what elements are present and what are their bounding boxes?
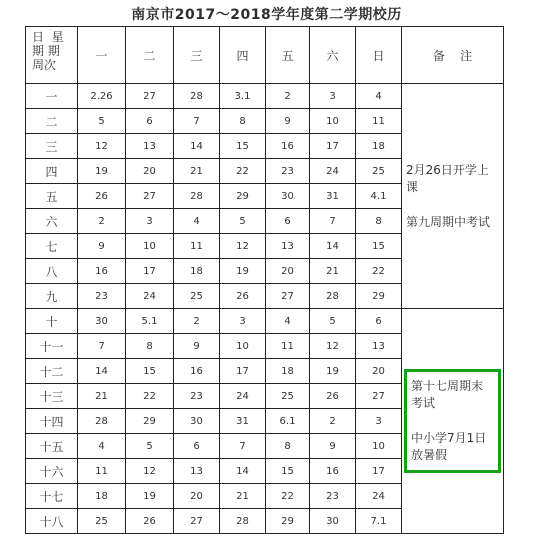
date-cell: 10 (126, 234, 174, 259)
date-cell: 29 (220, 184, 266, 209)
header-day-mon: 一 (78, 27, 126, 84)
date-cell: 4 (266, 309, 310, 334)
date-cell: 7 (220, 434, 266, 459)
date-cell: 11 (78, 459, 126, 484)
date-cell: 2 (310, 409, 356, 434)
note-midterm-exam: 第九周期中考试 (406, 214, 491, 229)
date-cell: 8 (220, 109, 266, 134)
date-cell: 12 (78, 134, 126, 159)
header-day-wed: 三 (174, 27, 220, 84)
date-cell: 30 (78, 309, 126, 334)
date-cell: 8 (126, 334, 174, 359)
date-cell: 16 (174, 359, 220, 384)
date-cell: 16 (310, 459, 356, 484)
week-number-cell: 十一 (26, 334, 78, 359)
date-cell: 25 (356, 159, 402, 184)
date-cell: 7.1 (356, 509, 402, 534)
date-cell: 28 (174, 184, 220, 209)
date-cell: 21 (310, 259, 356, 284)
date-cell: 22 (356, 259, 402, 284)
date-cell: 3 (356, 409, 402, 434)
date-cell: 10 (310, 109, 356, 134)
date-cell: 11 (356, 109, 402, 134)
date-cell: 26 (78, 184, 126, 209)
date-cell: 16 (266, 134, 310, 159)
date-cell: 30 (310, 509, 356, 534)
date-cell: 31 (310, 184, 356, 209)
date-cell: 12 (310, 334, 356, 359)
date-cell: 24 (126, 284, 174, 309)
page-title: 南京市2017～2018学年度第二学期校历 (131, 7, 402, 23)
date-cell: 3 (310, 84, 356, 109)
date-cell: 4 (356, 84, 402, 109)
date-cell: 3 (126, 209, 174, 234)
date-cell: 3.1 (220, 84, 266, 109)
date-cell: 14 (78, 359, 126, 384)
date-cell: 5 (126, 434, 174, 459)
date-cell: 24 (356, 484, 402, 509)
header-day-thu: 四 (220, 27, 266, 84)
week-number-cell: 十 (26, 309, 78, 334)
note-school-start: 2月26日开学上课 (406, 162, 489, 194)
header-day-sun: 日 (356, 27, 402, 84)
date-cell: 2 (78, 209, 126, 234)
week-number-cell: 十七 (26, 484, 78, 509)
date-cell: 24 (310, 159, 356, 184)
date-cell: 4 (78, 434, 126, 459)
school-calendar-table (25, 26, 504, 534)
date-cell: 16 (78, 259, 126, 284)
date-cell: 25 (266, 384, 310, 409)
date-cell: 5.1 (126, 309, 174, 334)
date-cell: 17 (356, 459, 402, 484)
calendar-body (26, 84, 504, 534)
week-number-cell: 九 (26, 284, 78, 309)
date-cell: 13 (356, 334, 402, 359)
date-cell: 27 (356, 384, 402, 409)
date-cell: 29 (356, 284, 402, 309)
date-cell: 14 (310, 234, 356, 259)
remarks-cell-second-half (402, 309, 504, 534)
date-cell: 20 (126, 159, 174, 184)
date-cell: 27 (126, 184, 174, 209)
date-cell: 17 (310, 134, 356, 159)
week-row (26, 309, 504, 334)
date-cell: 11 (266, 334, 310, 359)
date-cell: 6 (266, 209, 310, 234)
date-cell: 25 (78, 509, 126, 534)
week-number-cell: 八 (26, 259, 78, 284)
date-cell: 9 (266, 109, 310, 134)
week-number-cell: 三 (26, 134, 78, 159)
date-cell: 19 (126, 484, 174, 509)
date-cell: 29 (126, 409, 174, 434)
date-cell: 14 (220, 459, 266, 484)
date-cell: 18 (266, 359, 310, 384)
date-cell: 22 (126, 384, 174, 409)
date-cell: 2.26 (78, 84, 126, 109)
date-cell: 15 (220, 134, 266, 159)
date-cell: 29 (266, 509, 310, 534)
date-cell: 23 (310, 484, 356, 509)
week-number-cell: 二 (26, 109, 78, 134)
week-number-cell: 十八 (26, 509, 78, 534)
date-cell: 25 (174, 284, 220, 309)
date-cell: 28 (174, 84, 220, 109)
week-number-cell: 十四 (26, 409, 78, 434)
date-cell: 15 (356, 234, 402, 259)
date-cell: 23 (78, 284, 126, 309)
date-cell: 7 (174, 109, 220, 134)
week-number-cell: 十六 (26, 459, 78, 484)
date-cell: 13 (126, 134, 174, 159)
date-cell: 30 (174, 409, 220, 434)
date-cell: 2 (174, 309, 220, 334)
date-cell: 21 (174, 159, 220, 184)
date-cell: 15 (266, 459, 310, 484)
date-cell: 28 (78, 409, 126, 434)
date-cell: 28 (220, 509, 266, 534)
date-cell: 6.1 (266, 409, 310, 434)
date-cell: 19 (220, 259, 266, 284)
date-cell: 8 (356, 209, 402, 234)
date-cell: 6 (356, 309, 402, 334)
date-cell: 19 (310, 359, 356, 384)
date-cell: 15 (126, 359, 174, 384)
date-cell: 6 (174, 434, 220, 459)
header-day-fri: 五 (266, 27, 310, 84)
date-cell: 30 (266, 184, 310, 209)
date-cell: 23 (174, 384, 220, 409)
date-cell: 18 (356, 134, 402, 159)
highlight-box-final-exam (404, 369, 501, 473)
date-cell: 9 (310, 434, 356, 459)
date-cell: 7 (310, 209, 356, 234)
date-cell: 21 (78, 384, 126, 409)
date-cell: 7 (78, 334, 126, 359)
date-cell: 27 (126, 84, 174, 109)
date-cell: 20 (356, 359, 402, 384)
week-number-cell: 五 (26, 184, 78, 209)
header-row (26, 27, 504, 84)
date-cell: 17 (220, 359, 266, 384)
date-cell: 18 (78, 484, 126, 509)
date-cell: 5 (310, 309, 356, 334)
date-cell: 19 (78, 159, 126, 184)
date-cell: 20 (266, 259, 310, 284)
week-number-cell: 十三 (26, 384, 78, 409)
header-day-sat: 六 (310, 27, 356, 84)
date-cell: 4 (174, 209, 220, 234)
date-cell: 9 (174, 334, 220, 359)
date-cell: 5 (220, 209, 266, 234)
note-summer-break: 中小学7月1日放暑假 (411, 431, 487, 462)
date-cell: 13 (174, 459, 220, 484)
date-cell: 26 (310, 384, 356, 409)
week-number-cell: 十五 (26, 434, 78, 459)
date-cell: 10 (356, 434, 402, 459)
date-cell: 21 (220, 484, 266, 509)
date-cell: 13 (266, 234, 310, 259)
date-cell: 27 (174, 509, 220, 534)
date-cell: 2 (266, 84, 310, 109)
date-cell: 11 (174, 234, 220, 259)
week-number-cell: 十二 (26, 359, 78, 384)
header-day-tue: 二 (126, 27, 174, 84)
note-spacer (406, 196, 499, 214)
week-number-cell: 四 (26, 159, 78, 184)
date-cell: 18 (174, 259, 220, 284)
date-cell: 4.1 (356, 184, 402, 209)
date-cell: 20 (174, 484, 220, 509)
date-cell: 14 (174, 134, 220, 159)
remarks-cell-first-half (402, 84, 504, 309)
week-number-cell: 六 (26, 209, 78, 234)
date-cell: 26 (220, 284, 266, 309)
date-cell: 8 (266, 434, 310, 459)
week-number-cell: 七 (26, 234, 78, 259)
date-cell: 9 (78, 234, 126, 259)
corner-label-bottom: 周次 (32, 58, 57, 72)
corner-label-mid: 期 期 (32, 44, 60, 58)
header-corner-cell (26, 27, 78, 84)
note-final-exam: 第十七周期末考试 (411, 379, 484, 410)
date-cell: 23 (266, 159, 310, 184)
date-cell: 31 (220, 409, 266, 434)
date-cell: 17 (126, 259, 174, 284)
date-cell: 3 (220, 309, 266, 334)
date-cell: 22 (220, 159, 266, 184)
date-cell: 12 (220, 234, 266, 259)
date-cell: 27 (266, 284, 310, 309)
corner-label-top: 日 星 (32, 30, 64, 44)
note-spacer (411, 412, 494, 430)
date-cell: 28 (310, 284, 356, 309)
date-cell: 10 (220, 334, 266, 359)
date-cell: 24 (220, 384, 266, 409)
date-cell: 26 (126, 509, 174, 534)
week-row (26, 84, 504, 109)
date-cell: 5 (78, 109, 126, 134)
date-cell: 6 (126, 109, 174, 134)
date-cell: 22 (266, 484, 310, 509)
header-remarks: 备 注 (402, 27, 504, 84)
week-number-cell: 一 (26, 84, 78, 109)
date-cell: 12 (126, 459, 174, 484)
